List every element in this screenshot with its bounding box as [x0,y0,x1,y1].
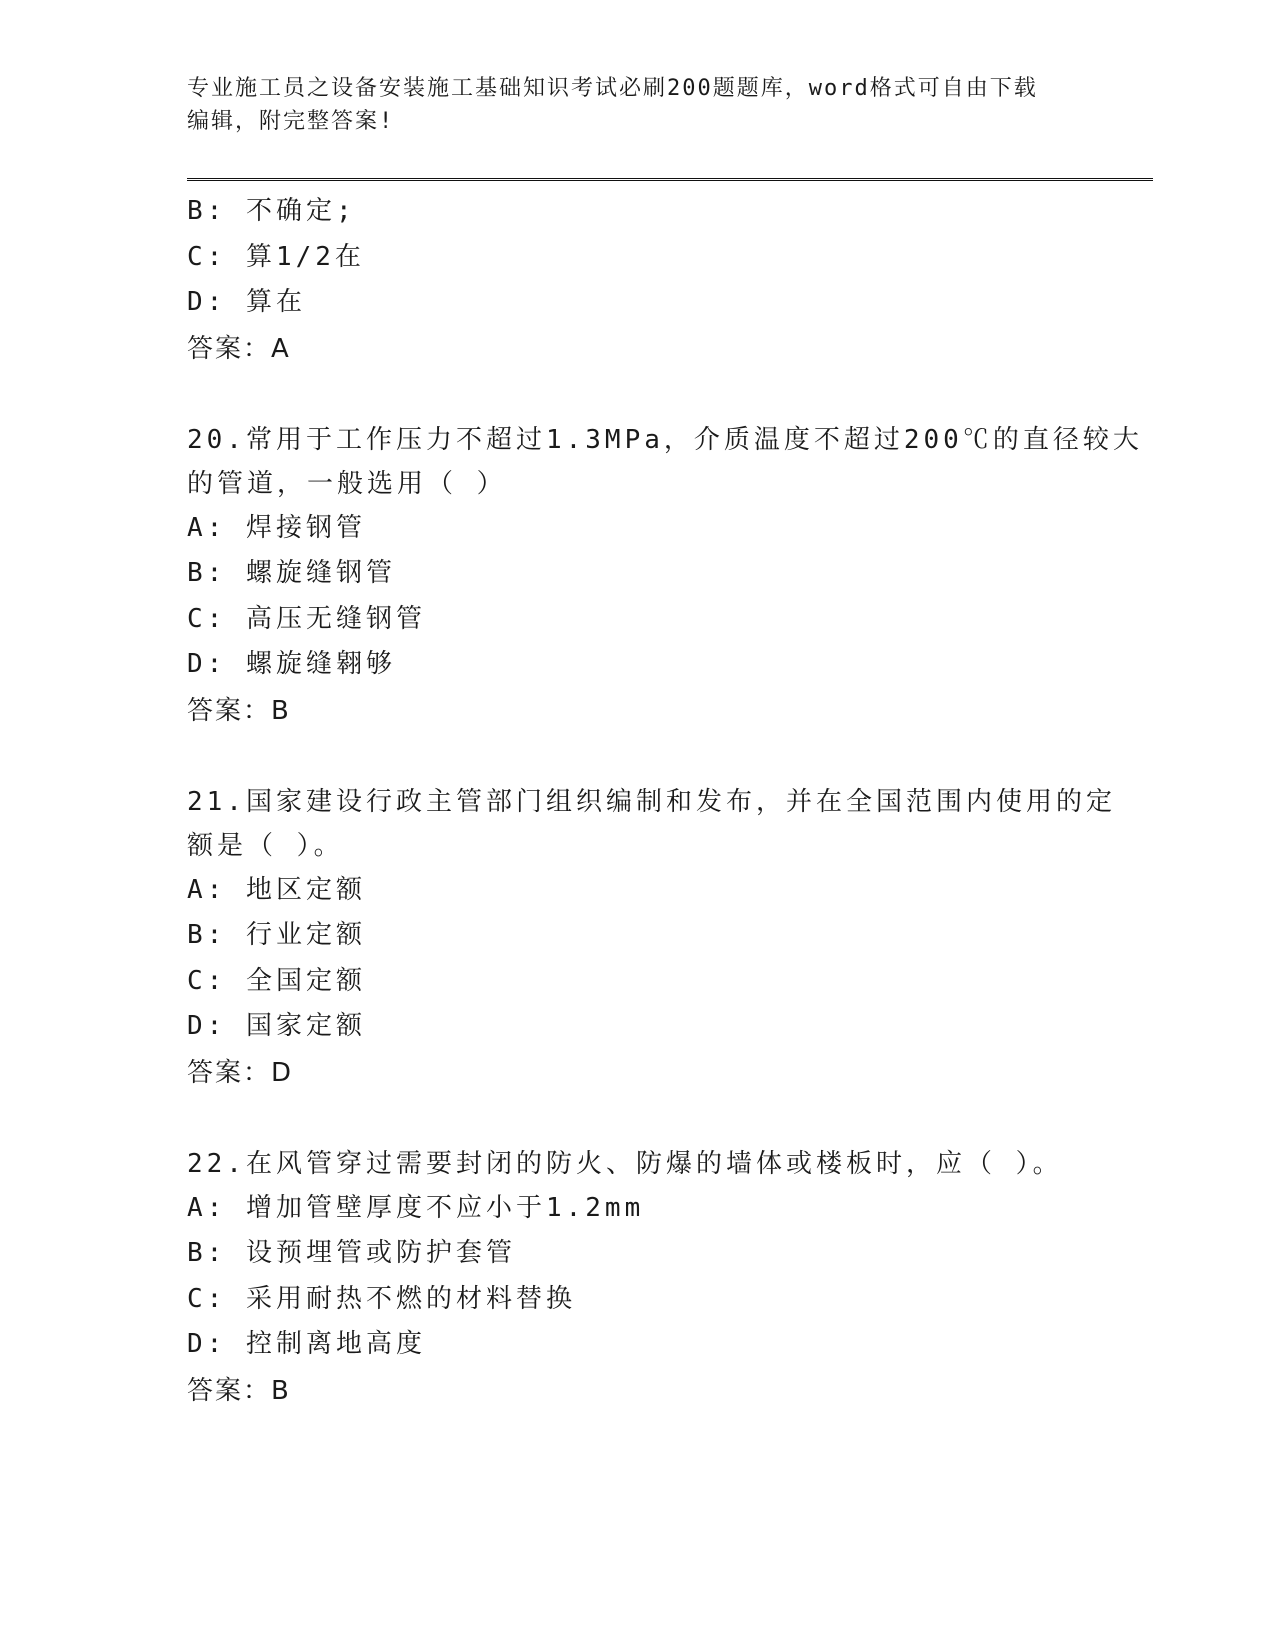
option-c: C: 高压无缝钢管 [187,603,426,634]
option-a: A: 焊接钢管 [187,512,366,543]
option-b: B: 不确定; [187,196,356,226]
option-d: D: 国家定额 [187,1011,366,1041]
option-c: C: 采用耐热不燃的材料替换 [187,1283,576,1314]
header-line-2: 编辑，附完整答案! [187,109,395,134]
prev-question-block [187,189,1087,372]
question-text-line: 额是（ ）。 [187,830,344,861]
question-content [187,189,1143,1414]
question-text-line: 22.在风管穿过需要封闭的防火、防爆的墙体或楼板时，应（ ）。 [187,1148,1063,1179]
option-b: B: 螺旋缝钢管 [187,558,396,588]
header-divider [187,178,1153,181]
question-21 [187,780,1116,1096]
answer-line: 答案：B [187,695,291,726]
option-a: A: 地区定额 [187,874,366,905]
question-text-line: 20.常用于工作压力不超过1.3MPa，介质温度不超过200℃的直径较大 [187,424,1143,455]
question-text-line: 21.国家建设行政主管部门组织编制和发布，并在全国范围内使用的定 [187,786,1116,817]
answer-line: 答案：D [187,1057,294,1088]
option-d: D: 控制离地高度 [187,1329,426,1359]
option-c: C: 算1/2在 [187,241,365,272]
answer-line: 答案：B [187,1375,291,1406]
option-a: A: 增加管壁厚度不应小于1.2mm [187,1192,645,1223]
page-header [187,72,1087,138]
question-text-line: 的管道，一般选用（ ） [187,468,507,499]
option-d: D: 螺旋缝翱够 [187,649,396,679]
option-d: D: 算在 [187,287,306,317]
question-20 [187,418,1143,734]
answer-line: 答案：A [187,333,291,364]
question-22 [187,1142,1087,1414]
option-c: C: 全国定额 [187,965,366,996]
option-b: B: 行业定额 [187,920,366,950]
header-line-1: 专业施工员之设备安装施工基础知识考试必刷200题题库，word格式可自由下载 [187,76,1038,101]
option-b: B: 设预埋管或防护套管 [187,1238,516,1268]
